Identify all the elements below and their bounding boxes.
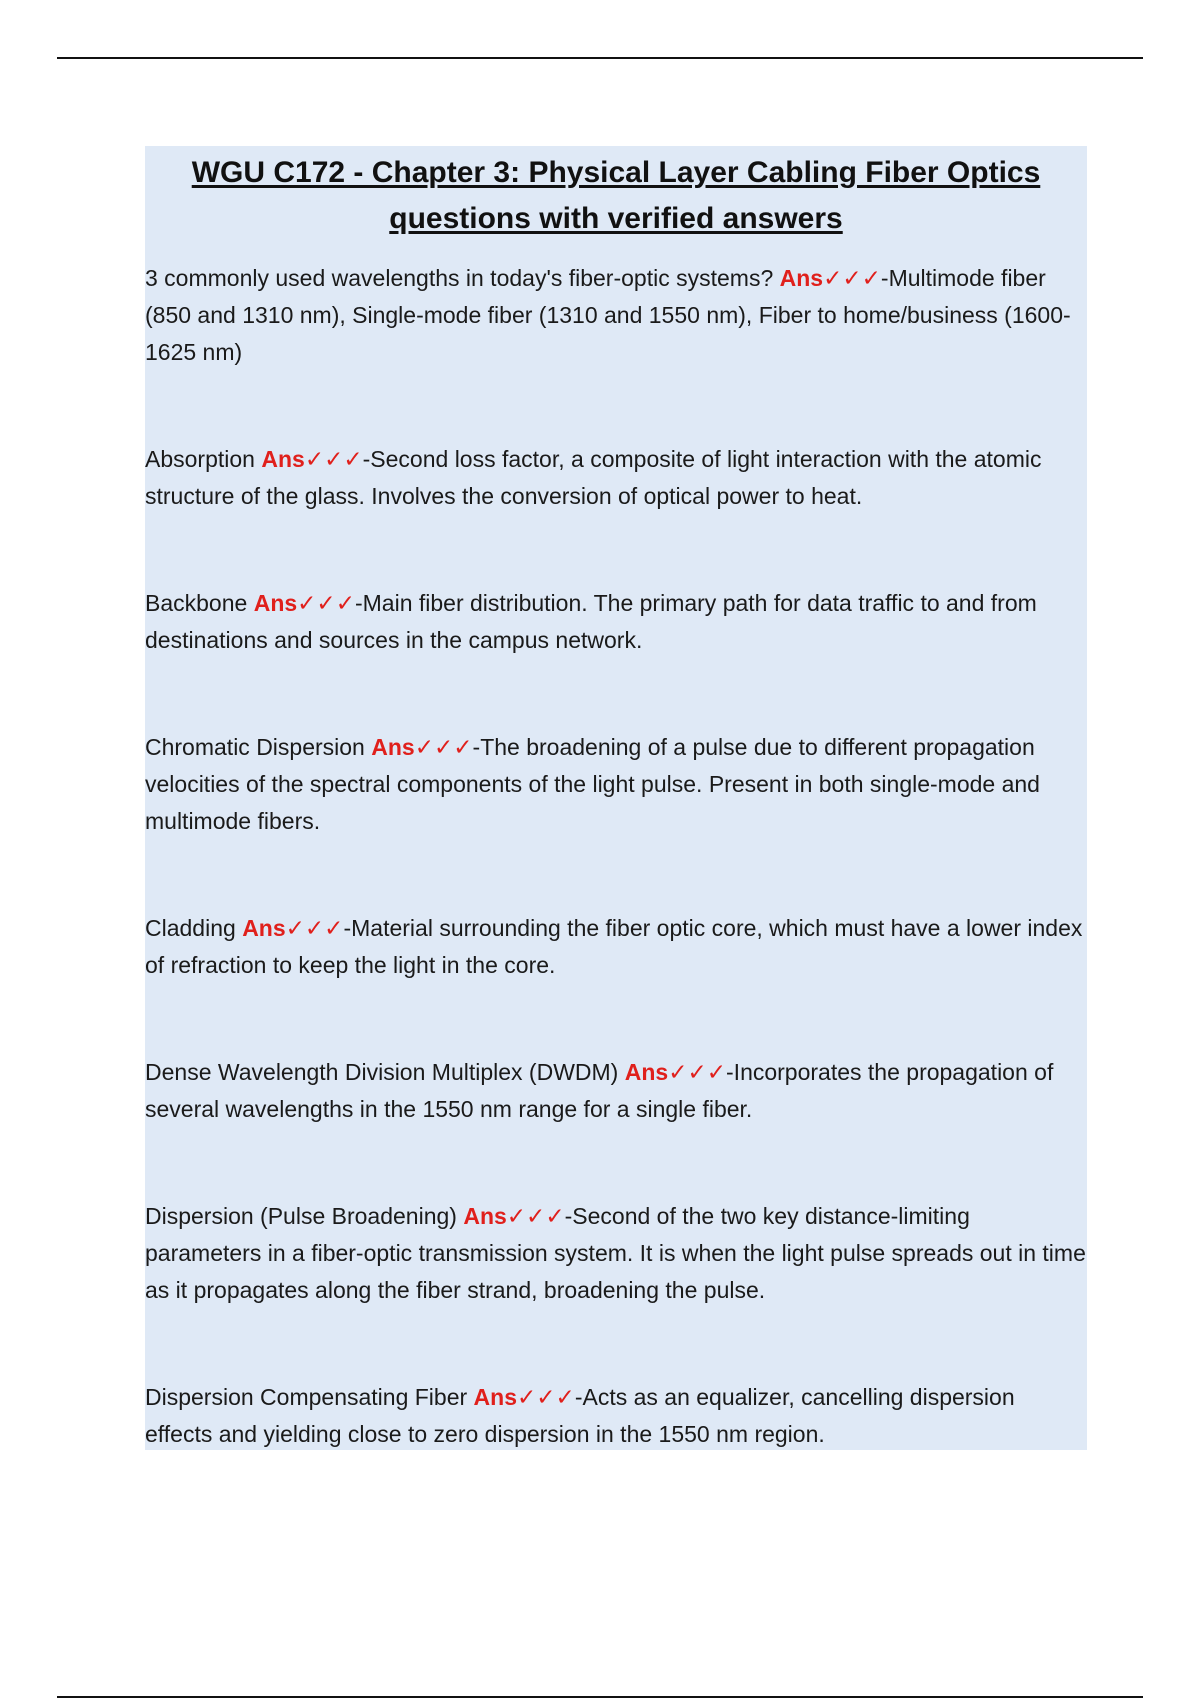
- qa-item: [145, 260, 1087, 371]
- qa-definition: -Multimode fiber (850 and 1310 nm), Single-mode fiber (1310 and 1550 nm), Fiber to home/business (1600-1625 nm): [145, 265, 1071, 365]
- check-icon: ✓✓✓: [304, 446, 363, 472]
- qa-term: Dispersion (Pulse Broadening): [145, 1203, 464, 1229]
- answer-marker: Ans: [463, 1203, 507, 1229]
- qa-definition: -Material surrounding the fiber optic core, which must have a lower index of refraction to keep the light in the core.: [145, 915, 1083, 978]
- check-icon: ✓✓✓: [297, 590, 355, 616]
- qa-item: [145, 1054, 1087, 1128]
- check-icon: ✓✓✓: [285, 915, 344, 941]
- check-icon: ✓✓✓: [668, 1059, 727, 1085]
- qa-definition: -Incorporates the propagation of several wavelengths in the 1550 nm range for a single fiber.: [145, 1059, 1054, 1122]
- qa-item: [145, 1198, 1087, 1309]
- answer-marker: Ans: [261, 446, 305, 472]
- answer-marker: Ans: [473, 1384, 517, 1410]
- qa-definition: -Second loss factor, a composite of light interaction with the atomic structure of the glass. Involves the conversion of optical power to heat.: [145, 446, 1042, 509]
- qa-item: [145, 729, 1087, 840]
- answer-marker: Ans: [779, 265, 824, 291]
- check-icon: ✓✓✓: [517, 1384, 575, 1410]
- qa-definition: -Acts as an equalizer, cancelling dispersion effects and yielding close to zero dispersion in the 1550 nm region.: [145, 1384, 1015, 1447]
- qa-item: [145, 441, 1087, 515]
- qa-definition: -Second of the two key distance-limiting parameters in a fiber-optic transmission system. It is when the light pulse spreads out in time as it propagates along the fiber strand, broadening the pulse.: [145, 1203, 1086, 1303]
- header-rule: [57, 57, 1143, 59]
- document-title: WGU C172 - Chapter 3: Physical Layer Cabling Fiber Optics questions with verified answers: [191, 156, 1041, 235]
- qa-term: Dispersion Compensating Fiber: [145, 1384, 474, 1410]
- check-icon: ✓✓✓: [414, 734, 473, 760]
- answer-marker: Ans: [242, 915, 286, 941]
- qa-term: Dense Wavelength Division Multiplex (DWDM): [145, 1059, 625, 1085]
- qa-term: Cladding: [145, 915, 243, 941]
- qa-item: [145, 1379, 1087, 1453]
- check-icon: ✓✓✓: [823, 265, 881, 291]
- qa-item: [145, 910, 1087, 984]
- qa-definition: -Main fiber distribution. The primary path for data traffic to and from destinations and sources in the campus network.: [145, 590, 1037, 653]
- qa-item: [145, 585, 1087, 659]
- qa-term: Absorption: [145, 446, 262, 472]
- qa-definition: -The broadening of a pulse due to different propagation velocities of the spectral components of the light pulse. Present in both single-mode and multimode fibers.: [145, 734, 1040, 834]
- qa-term: 3 commonly used wavelengths in today's fiber-optic systems?: [145, 265, 780, 291]
- document-body: [145, 146, 1087, 1450]
- check-icon: ✓✓✓: [506, 1203, 565, 1229]
- qa-term: Backbone: [145, 590, 254, 616]
- qa-term: Chromatic Dispersion: [145, 734, 372, 760]
- answer-marker: Ans: [253, 590, 298, 616]
- answer-marker: Ans: [371, 734, 415, 760]
- qa-list: [145, 260, 1087, 1453]
- footer-rule: [57, 1696, 1143, 1698]
- answer-marker: Ans: [624, 1059, 669, 1085]
